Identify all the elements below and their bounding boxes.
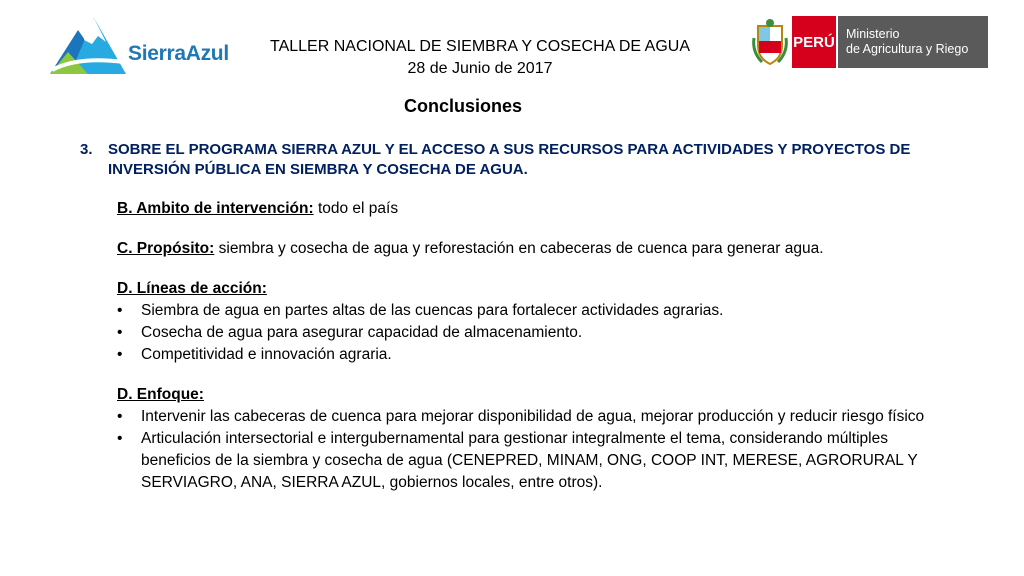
sierra-azul-logo [48, 12, 228, 84]
lineas-list [117, 300, 947, 366]
list-item-text: Cosecha de agua para asegurar capacidad de almacenamiento. [141, 324, 583, 341]
list-item-text: Competitividad e innovación agraria. [141, 346, 392, 363]
bullet: • [117, 302, 123, 319]
proposito-block [117, 238, 947, 260]
ministry-line1: Ministerio [846, 27, 900, 41]
peru-badge: PERÚ [792, 16, 836, 68]
ambito-text: todo el país [313, 200, 399, 217]
workshop-date: 28 de Junio de 2017 [407, 60, 553, 77]
bullet: • [117, 408, 123, 425]
section-number: 3. [80, 141, 93, 158]
list-item [117, 406, 947, 428]
bullet: • [117, 324, 123, 341]
ministry-name [838, 16, 988, 68]
bullet: • [117, 346, 123, 363]
ministry-line2: de Agricultura y Riego [846, 42, 969, 56]
mountain-logo-icon [48, 12, 128, 82]
ministry-logo [752, 16, 988, 72]
coat-of-arms-icon [752, 18, 788, 66]
logo-text: SierraAzul [128, 42, 229, 65]
list-item-text: Articulación intersectorial e intergubernamental para gestionar integralmente el tema, considerando múltiples beneficios de la siembra y cosecha de agua (CENEPRED, MINAM, ONG, COOP INT, MERESE, AGRORURAL Y SERVIAGRO, ANA, SIERRA AZUL, gobiernos locales, entre otros). [141, 430, 918, 491]
ambito-block [117, 198, 947, 220]
enfoque-label: D. Enfoque: [117, 386, 204, 403]
slide-content [117, 198, 947, 512]
enfoque-block [117, 384, 947, 494]
section-title: SOBRE EL PROGRAMA SIERRA AZUL Y EL ACCESO A SUS RECURSOS PARA ACTIVIDADES Y PROYECTOS DE INVERSIÓN PÚBLICA EN SIEMBRA Y COSECHA DE AGUA. [108, 141, 911, 178]
enfoque-list [117, 406, 947, 494]
list-item-text: Intervenir las cabeceras de cuenca para mejorar disponibilidad de agua, mejorar producción y reducir riesgo físico [141, 408, 925, 425]
list-item [117, 344, 947, 366]
section-heading [80, 140, 980, 180]
lineas-label: D. Líneas de acción: [117, 280, 267, 297]
list-item-text: Siembra de agua en partes altas de las cuencas para fortalecer actividades agrarias. [141, 302, 724, 319]
ambito-label: B. Ambito de intervención: [117, 200, 314, 217]
list-item [117, 322, 947, 344]
proposito-label: C. Propósito: [117, 240, 215, 257]
header-title [230, 36, 730, 80]
slide-title: Conclusiones [404, 96, 523, 116]
bullet: • [117, 430, 123, 447]
list-item [117, 300, 947, 322]
workshop-title: TALLER NACIONAL DE SIEMBRA Y COSECHA DE AGUA [270, 38, 690, 55]
proposito-text: siembra y cosecha de agua y reforestación en cabeceras de cuenca para generar agua. [214, 240, 824, 257]
lineas-block [117, 278, 947, 366]
list-item [117, 428, 947, 494]
